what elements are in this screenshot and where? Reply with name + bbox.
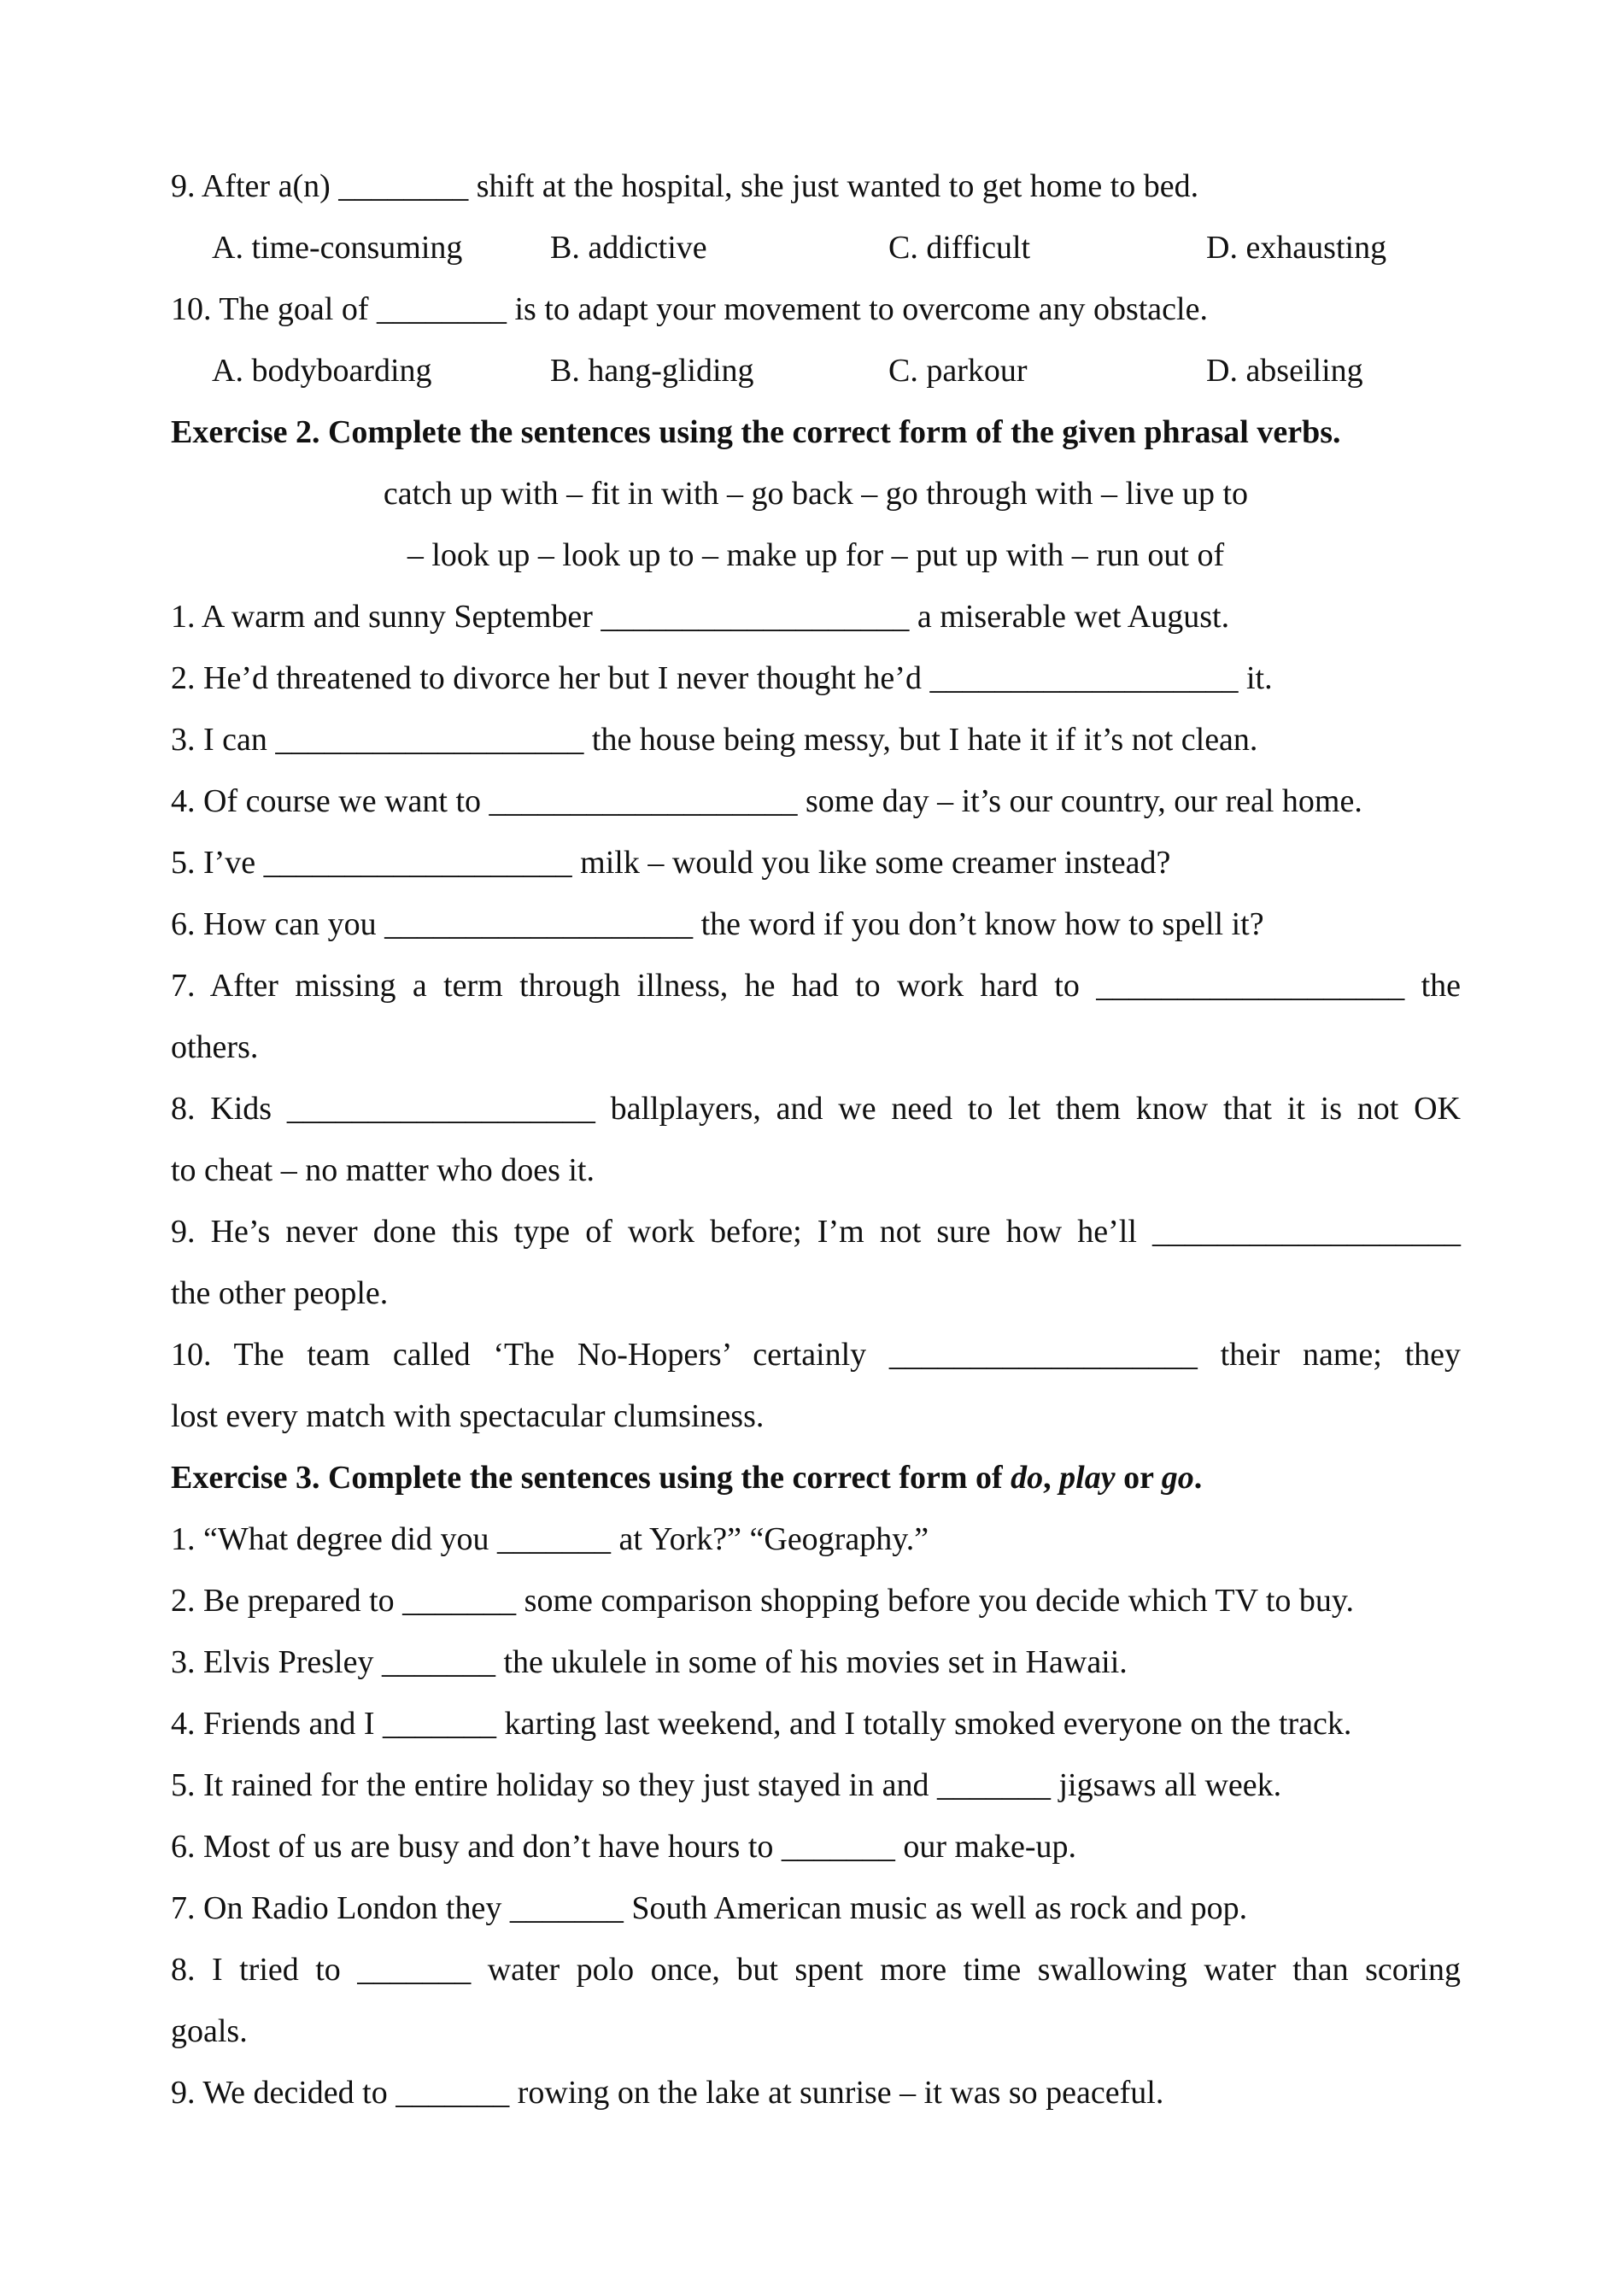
option-c: C. difficult (888, 230, 1031, 266)
ex2-word-bank-line-1: catch up with – fit in with – go back – go through with – live up to (383, 476, 1249, 512)
ex3-word-do: do (1011, 1460, 1044, 1496)
ex3-sentence-2: 2. Be prepared to _______ some comparison shopping before you decide which TV to buy. (171, 1583, 1354, 1619)
ex2-sentence-9-cont: the other people. (171, 1275, 389, 1311)
option-b: B. addictive (550, 230, 707, 266)
ex2-sentence-1: 1. A warm and sunny September ___________________ a miserable wet August. (171, 599, 1230, 635)
ex3-sentence-8-cont: goals. (171, 2013, 248, 2049)
ex2-sentence-7: 7. After missing a term through illness, he had to work hard to ___________________ the (171, 968, 1461, 1004)
ex3-sentence-3: 3. Elvis Presley _______ the ukulele in some of his movies set in Hawaii. (171, 1644, 1128, 1680)
option-a: A. bodyboarding (212, 353, 432, 389)
ex3-sentence-6: 6. Most of us are busy and don’t have hours to _______ our make-up. (171, 1829, 1076, 1865)
ex3-heading (171, 1459, 1461, 1498)
ex3-sentence-9: 9. We decided to _______ rowing on the lake at sunrise – it was so peaceful. (171, 2075, 1164, 2111)
ex3-sentence-5: 5. It rained for the entire holiday so they just stayed in and _______ jigsaws all week. (171, 1767, 1282, 1803)
ex3-sentence-7: 7. On Radio London they _______ South American music as well as rock and pop. (171, 1890, 1248, 1926)
ex3-word-go: go (1161, 1460, 1194, 1496)
ex2-sentence-8-cont: to cheat – no matter who does it. (171, 1152, 595, 1188)
ex2-sentence-7-cont: others. (171, 1029, 259, 1065)
ex2-sentence-10: 10. The team called ‘The No-Hopers’ certainly ___________________ their name; they (171, 1337, 1461, 1373)
ex2-sentence-4: 4. Of course we want to ___________________ some day – it’s our country, our real home. (171, 783, 1362, 819)
ex2-sentence-9: 9. He’s never done this type of work before; I’m not sure how he’ll ___________________ (171, 1214, 1461, 1250)
ex3-word-play: play (1059, 1460, 1116, 1496)
ex2-sentence-3: 3. I can ___________________ the house being messy, but I hate it if it’s not clean. (171, 722, 1258, 758)
option-a: A. time-consuming (212, 230, 463, 266)
ex2-sentence-6: 6. How can you ___________________ the word if you don’t know how to spell it? (171, 906, 1264, 942)
ex2-sentence-8: 8. Kids ___________________ ballplayers, and we need to let them know that it is not OK (171, 1091, 1461, 1127)
option-d: D. exhausting (1206, 230, 1387, 266)
ex2-sentence-10-cont: lost every match with spectacular clumsiness. (171, 1398, 765, 1434)
option-c: C. parkour (888, 353, 1028, 389)
option-b: B. hang-gliding (550, 353, 754, 389)
ex3-separator: or (1115, 1460, 1162, 1496)
ex2-word-bank-line-2: – look up – look up to – make up for – put up with – run out of (407, 537, 1225, 573)
ex3-sentence-1: 1. “What degree did you _______ at York?” “Geography.” (171, 1521, 929, 1557)
ex3-heading-text: Exercise 3. Complete the sentences using the correct form of (171, 1460, 1011, 1496)
ex2-heading: Exercise 2. Complete the sentences using the correct form of the given phrasal verbs. (171, 414, 1341, 450)
ex3-separator: , (1043, 1460, 1060, 1496)
ex3-sentence-8: 8. I tried to _______ water polo once, but spent more time swallowing water than scoring (171, 1952, 1461, 1988)
ex3-heading-end: . (1193, 1460, 1203, 1496)
option-d: D. abseiling (1206, 353, 1363, 389)
ex2-sentence-2: 2. He’d threatened to divorce her but I never thought he’d ___________________ it. (171, 660, 1273, 696)
ex2-sentence-5: 5. I’ve ___________________ milk – would you like some creamer instead? (171, 845, 1171, 881)
ex3-sentence-4: 4. Friends and I _______ karting last weekend, and I totally smoked everyone on the track. (171, 1706, 1352, 1742)
ex1-question-10: 10. The goal of ________ is to adapt your movement to overcome any obstacle. (171, 291, 1208, 327)
ex1-question-9: 9. After a(n) ________ shift at the hospital, she just wanted to get home to bed. (171, 168, 1199, 204)
